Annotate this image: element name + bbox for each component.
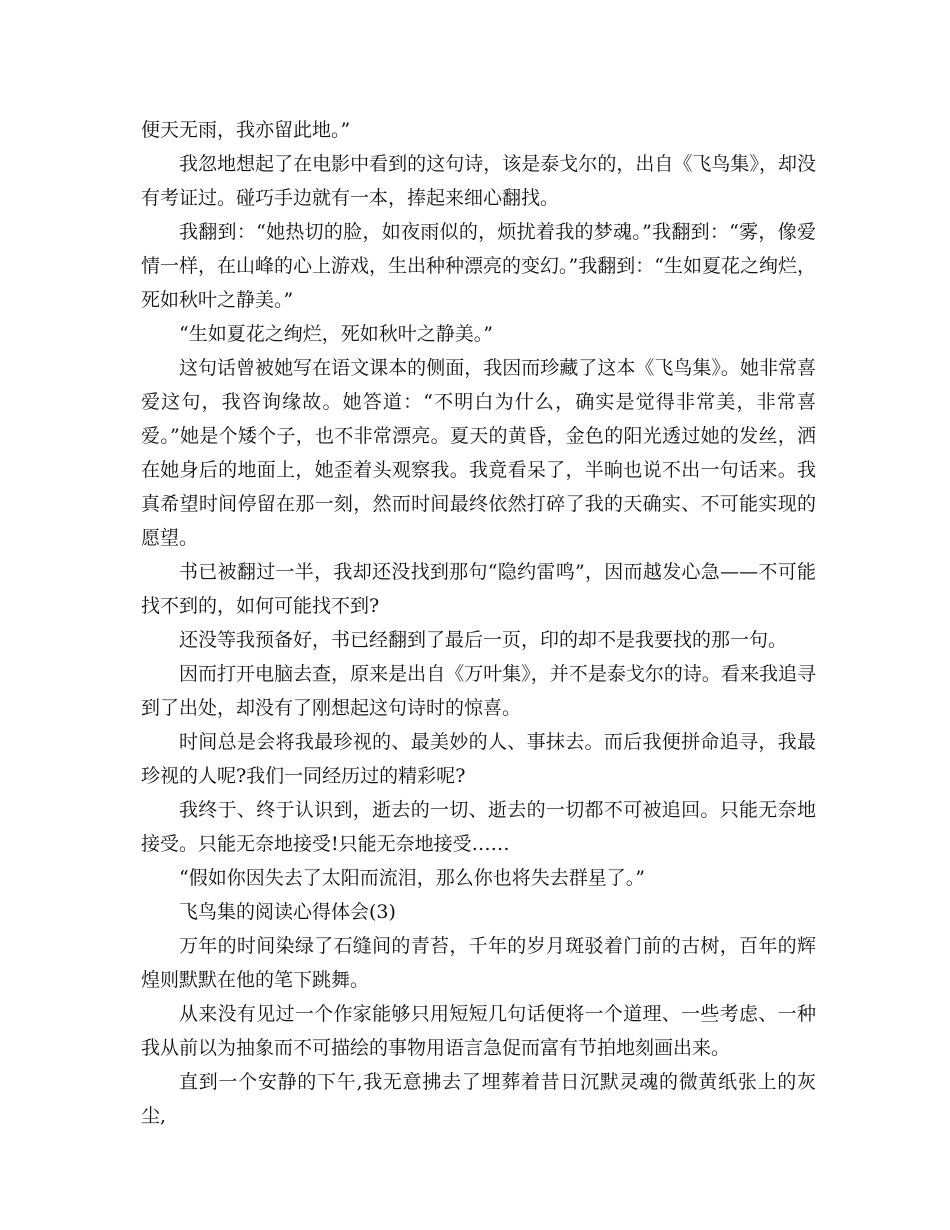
- section-heading: 飞鸟集的阅读心得体会(3): [179, 901, 396, 923]
- paragraph: 我翻到：“她热切的脸，如夜雨似的，烦扰着我的梦魂。”我翻到：“雾，像爱情一样，在山峰的心上游戏，生出种种漂亮的变幻。”我翻到：“生如夏花之绚烂，死如秋叶之静美。”: [141, 221, 816, 311]
- document-body: [141, 113, 816, 1133]
- paragraph: 书已被翻过一半，我却还没找到那句“隐约雷鸣”，因而越发心急——不可能找不到的，如何可能找不到?: [141, 561, 816, 617]
- paragraph: 还没等我预备好，书已经翻到了最后一页，印的却不是我要找的那一句。: [179, 629, 788, 651]
- paragraph: 我忽地想起了在电影中看到的这句诗，该是泰戈尔的，出自《飞鸟集》，却没有考证过。碰巧手边就有一本，捧起来细心翻找。: [141, 153, 816, 209]
- paragraph: 直到一个安静的下午,我无意拂去了埋葬着昔日沉默灵魂的微黄纸张上的灰尘,: [141, 1071, 816, 1127]
- paragraph: 便天无雨，我亦留此地。”: [141, 119, 351, 141]
- paragraph: 时间总是会将我最珍视的、最美妙的人、事抹去。而后我便拼命追寻，我最珍视的人呢?我们一同经历过的精彩呢?: [141, 731, 816, 787]
- paragraph: 这句话曾被她写在语文课本的侧面，我因而珍藏了这本《飞鸟集》。她非常喜爱这句，我咨询缘故。她答道：“不明白为什么，确实是觉得非常美，非常喜爱。”她是个矮个子，也不非常漂亮。夏天的黄昏，金色的阳光透过她的发丝，洒在她身后的地面上，她歪着头观察我。我竟看呆了，半晌也说不出一句话来。我真希望时间停留在那一刻，然而时间最终依然打碎了我的天确实、不可能实现的愿望。: [141, 357, 816, 549]
- paragraph: “假如你因失去了太阳而流泪，那么你也将失去群星了。”: [179, 867, 645, 889]
- paragraph: 万年的时间染绿了石缝间的青苔，千年的岁月斑驳着门前的古树，百年的辉煌则默默在他的笔下跳舞。: [141, 935, 816, 991]
- paragraph: 因而打开电脑去查，原来是出自《万叶集》，并不是泰戈尔的诗。看来我追寻到了出处，却没有了刚想起这句诗时的惊喜。: [141, 663, 816, 719]
- paragraph: “生如夏花之绚烂，死如秋叶之静美。”: [179, 323, 493, 345]
- paragraph: 我终于、终于认识到，逝去的一切、逝去的一切都不可被追回。只能无奈地接受。只能无奈地接受!只能无奈地接受……: [141, 799, 816, 855]
- paragraph: 从来没有见过一个作家能够只用短短几句话便将一个道理、一些考虑、一种我从前以为抽象而不可描绘的事物用语言急促而富有节拍地刻画出来。: [141, 1003, 816, 1059]
